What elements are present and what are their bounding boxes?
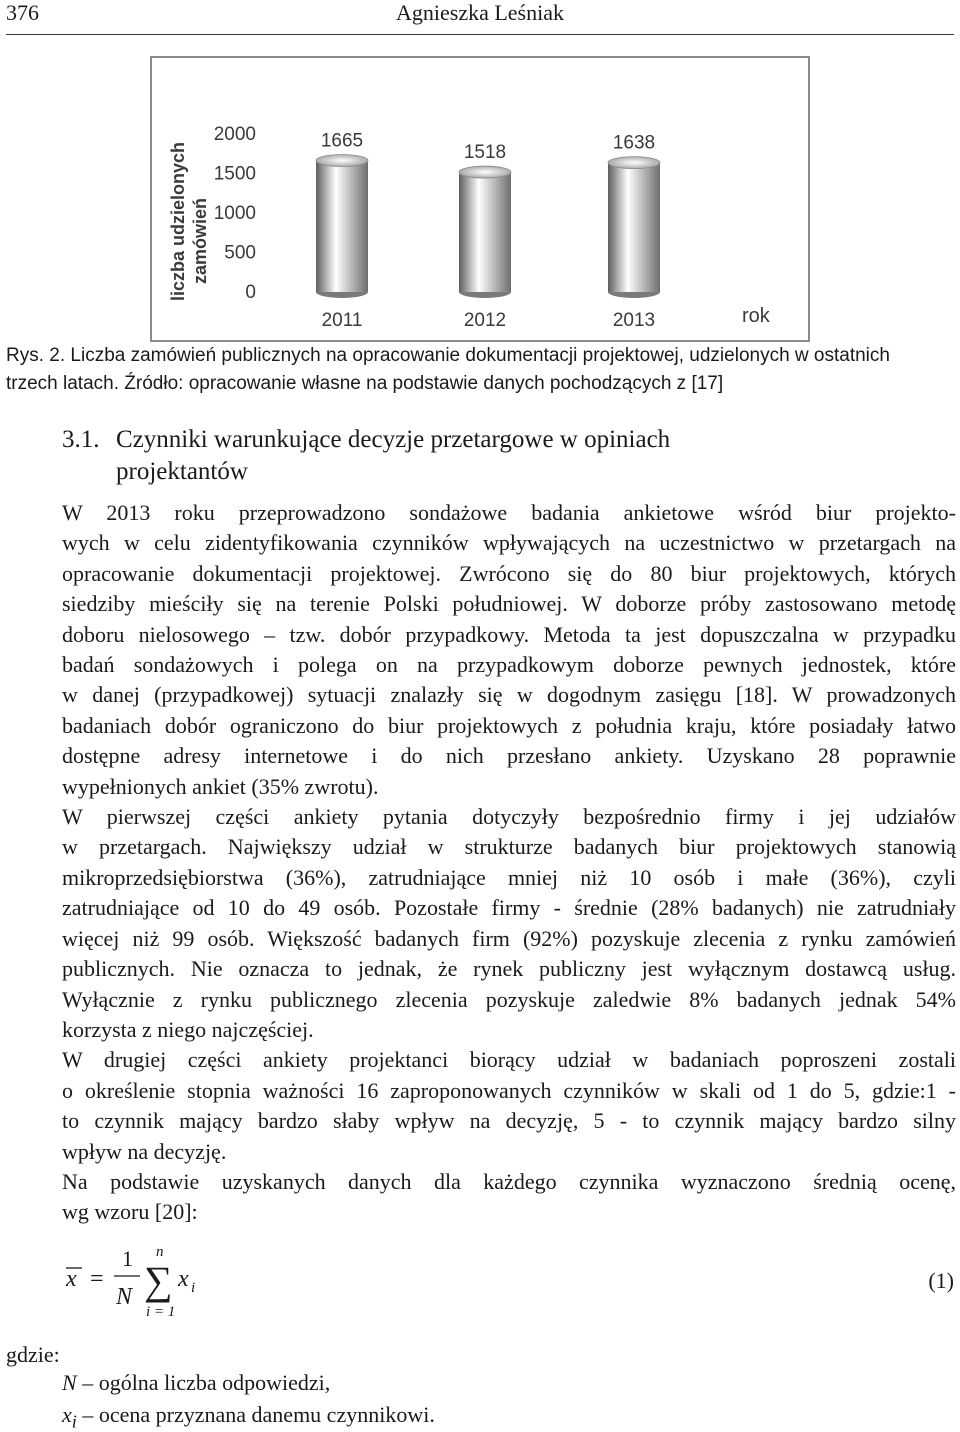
sum-lower-limit: i = 1 xyxy=(146,1304,176,1320)
paragraph-2-line: korzysta z niego najczęściej. xyxy=(62,1016,314,1042)
formula-term-subscript: i xyxy=(191,1280,196,1296)
data-label: 1518 xyxy=(463,142,507,164)
paragraph-2-line: mikroprzedsiębiorstwa (36%), zatrudniające mniej niż 10 osób i małe (36%), czyli xyxy=(62,864,956,890)
formula-mean xyxy=(60,1246,300,1336)
definition-xi-text: – ocena przyznana danemu czynnikowi. xyxy=(76,1402,435,1427)
paragraph-2-line: Wyłącznie z rynku publicznego zlecenia pozyskuje zaledwie 8% badanych jednak 54% xyxy=(62,986,956,1012)
y-axis-label-line-2: zamówień xyxy=(190,197,210,284)
equation-number: (1) xyxy=(928,1268,954,1293)
paragraph-2-line: W pierwszej części ankiety pytania dotyczyły bezpośrednio firmy i jej udziałów xyxy=(62,804,956,830)
paragraph-3-line: to czynnik mający bardzo słaby wpływ na decyzję, 5 - to czynnik mający bardzo silny xyxy=(62,1108,956,1134)
bar-2012 xyxy=(459,166,511,298)
paragraph-2-line: publicznych. Nie oznacza to jednak, że rynek publiczny jest wyłącznym dostawcą usług. xyxy=(62,956,956,982)
sum-sign: ∑ xyxy=(144,1258,173,1303)
bar-cap xyxy=(316,154,368,166)
section-heading xyxy=(62,424,942,488)
x-tick-label: 2011 xyxy=(321,310,363,331)
paragraph-1-line: doboru nielosowego – tzw. dobór przypadkowy. Metoda ta jest dopuszczalna w przypadku xyxy=(62,621,956,647)
x-axis-label: rok xyxy=(742,305,770,327)
formula-denominator: N xyxy=(116,1284,133,1310)
paragraph-1-line: W 2013 roku przeprowadzono sondażowe badania ankietowe wśród biur projekto- xyxy=(62,500,956,525)
paragraph-2 xyxy=(6,802,956,1045)
figure-caption xyxy=(6,342,954,398)
page-header xyxy=(6,0,954,30)
bar-cap xyxy=(608,157,660,169)
paragraph-1-line: badań sondażowych i polega on na przypadkowym doborze pewnych jednostek, które xyxy=(62,652,956,678)
section-title-line-1: Czynniki warunkujące decyzje przetargowe w opiniach xyxy=(116,426,671,453)
sum-upper-limit: n xyxy=(156,1246,164,1260)
x-tick-label: 2012 xyxy=(463,310,507,331)
paragraph-3-line: o określenie stopnia ważności 16 zaproponowanych czynników w skali od 1 do 5, gdzie:1 - xyxy=(62,1077,956,1103)
bar-body xyxy=(316,160,368,292)
paragraph-1-line: dostępne adresy internetowe i do nich przesłano ankiety. Uzyskano 28 poprawnie xyxy=(62,743,956,769)
paragraph-1-line: w danej (przypadkowej) sytuacji znalazły się w dogodnym zasięgu [18]. W prowadzonych xyxy=(62,682,956,708)
paragraph-1 xyxy=(6,498,956,802)
section-title-line-2: projektantów xyxy=(116,458,248,485)
data-label: 1665 xyxy=(320,130,364,152)
body-text xyxy=(6,498,956,1228)
y-tick-label: 2000 xyxy=(213,124,256,145)
bar-2011 xyxy=(316,154,368,298)
paragraph-1-line: wypełnionych ankiet (35% zwrotu). xyxy=(62,773,379,799)
caption-line-1: Rys. 2. Liczba zamówień publicznych na opracowanie dokumentacji projektowej, udzielonych w ostatnich xyxy=(6,345,890,366)
formula-term: x xyxy=(178,1266,189,1292)
x-tick-label: 2013 xyxy=(612,310,656,331)
paragraph-2-line: więcej niż 99 osób. Większość badanych firm (92%) pozyskuje zlecenia z rynku zamówień xyxy=(62,925,956,951)
paragraph-1-line: opracowanie dokumentacji projektowej. Zwrócono się do 80 biur projektowych, których xyxy=(62,560,956,586)
figure-bar-chart xyxy=(150,56,810,344)
y-tick-label: 1000 xyxy=(213,203,256,224)
definition-n-symbol: N xyxy=(62,1370,77,1395)
bar-cap xyxy=(459,166,511,178)
caption-line-2: trzech latach. Źródło: opracowanie własne na podstawie danych pochodzących z [17] xyxy=(6,373,724,394)
bar-body xyxy=(608,163,660,292)
data-label: 1638 xyxy=(612,132,656,154)
bar-2013 xyxy=(608,157,660,298)
paragraph-3-line: wpływ na decyzję. xyxy=(62,1138,227,1164)
definition-xi-symbol: x xyxy=(62,1402,72,1427)
running-head-author: Agnieszka Leśniak xyxy=(396,0,564,25)
paragraph-3-line: W drugiej części ankiety projektanci biorący udział w badaniach poproszeni zostali xyxy=(62,1047,956,1073)
formula-lhs: x xyxy=(66,1266,77,1292)
page-number: 376 xyxy=(6,0,39,25)
header-rule xyxy=(6,34,954,35)
paragraph-4-line: Na podstawie uzyskanych danych dla każdego czynnika wyznaczono średnią ocenę, xyxy=(62,1168,956,1194)
formula-equals: = xyxy=(90,1266,104,1292)
definition-xi-subscript: i xyxy=(71,1411,77,1432)
paragraph-4 xyxy=(6,1167,956,1228)
definition-n xyxy=(62,1370,330,1396)
paragraph-1-line: badaniach dobór ograniczono do biur projektowych z południa kraju, które posiadały łatwo xyxy=(62,712,956,738)
formula-graphic xyxy=(60,1246,300,1336)
paragraph-3 xyxy=(6,1045,956,1167)
paragraph-2-line: w przetargach. Największy udział w strukturze badanych biur projektowych stanowią xyxy=(62,834,956,860)
bar-body xyxy=(459,172,511,292)
y-axis-label-line-1: liczba udzielonych xyxy=(168,141,188,301)
y-tick-label: 500 xyxy=(224,242,256,264)
paragraph-4-line: wg wzoru [20]: xyxy=(62,1199,198,1225)
paragraph-2-line: zatrudniające od 10 do 49 osób. Pozostałe firmy - średnie (28% badanych) nie zatrudniały xyxy=(62,895,956,921)
bar-chart xyxy=(150,56,810,344)
y-tick-label: 1500 xyxy=(213,163,256,185)
section-number: 3.1. xyxy=(62,426,100,453)
paragraph-1-line: wych w celu zidentyfikowania czynników wpływających na uczestnictwo w przetargach na xyxy=(62,530,956,556)
paragraph-1-line: siedziby mieściły się na terenie Polski południowej. W doborze próby zastosowano metodę xyxy=(62,591,956,617)
definition-n-text: – ogólna liczba odpowiedzi, xyxy=(76,1370,331,1395)
where-label: gdzie: xyxy=(6,1342,60,1367)
formula-numerator: 1 xyxy=(122,1246,133,1271)
y-tick-label: 0 xyxy=(245,282,256,303)
